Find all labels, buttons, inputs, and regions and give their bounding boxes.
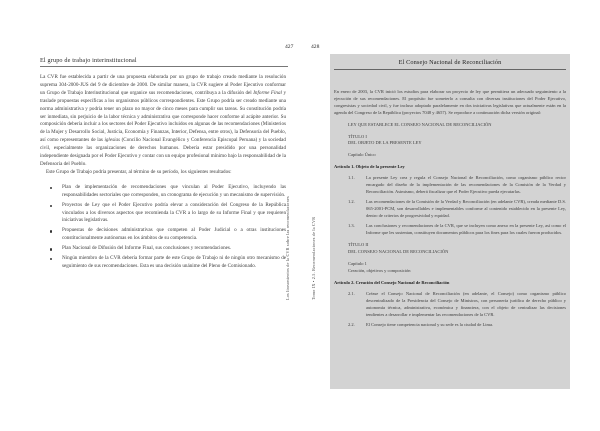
paragraph-intro (40, 74, 286, 169)
item-number: 1.1. (348, 175, 355, 181)
running-head-left: El grupo de trabajo interinstitucional (40, 57, 137, 64)
list-item (40, 245, 286, 253)
list-item-text: Plan Nacional de Difusión del Informe Final, sus conclusiones y recomendaciones. (62, 245, 232, 252)
box-body-text (334, 89, 566, 334)
law-title: LEY QUE ESTABLECE EL CONSEJO NACIONAL DE RECONCILIACIÓN (348, 121, 492, 127)
running-head-rule (40, 66, 288, 67)
capitulo-1-name: Creación, objetivos y composición (348, 268, 411, 274)
bullet-icon (50, 248, 52, 250)
list-item (334, 223, 566, 237)
articulo-2-list (334, 291, 566, 329)
page-number-right: 428 (311, 44, 320, 50)
bullet-icon (50, 258, 52, 260)
box-title: El Consejo Nacional de Reconciliación (398, 59, 502, 66)
paragraph-results: Este Grupo de Trabajo podría presentar, al término de su período, los siguientes resultados: (46, 168, 232, 175)
page-number-left: 427 (285, 44, 294, 50)
item-number: 1.3. (348, 222, 355, 228)
list-item (334, 199, 566, 220)
item-text: El Consejo tiene competencia nacional y su sede es la ciudad de Lima. (366, 321, 494, 327)
bullet-icon (50, 205, 52, 207)
vertical-caption-right-text: Tomo IX • 2.5. Recomendaciones de la CVR (311, 216, 316, 300)
titulo-2-name: DEL CONSEJO NACIONAL DE RECONCILIACIÓN (348, 249, 449, 255)
list-item (334, 322, 566, 329)
item-number: 1.2. (348, 198, 355, 204)
list-item (40, 202, 286, 226)
list-item-text: Propuestas de decisiones administrativas que competen al Poder Judicial o a otras instituciones constitucionalmente autónomas en los ámbitos de su competencia. (62, 227, 286, 242)
articulo-2-heading: Artículo 2. Creación del Consejo Nacional de Reconciliación (334, 280, 450, 286)
articulo-1-heading: Artículo 1. Objeto de la presente Ley (334, 164, 405, 170)
box-intro: En enero de 2003, la CVR inició los estudios para elaborar un proyecto de ley que permitiera un adecuado seguimiento a la ejecución de sus recomendaciones. El propósito fue someterlo a consulta con diversas instituciones del Poder Ejecutivo, congresistas y sociedad civil, y fue incluso adoptado paralelamente en dos iniciativas legislativas que actualmente están en la agenda del Congreso de la República (proyectos 7048 y 4657). Se reproduce a continuación dicha versión original: (334, 89, 566, 115)
item-text: Las recomendaciones de la Comisión de la Verdad y Reconciliación (en adelante CVR), creada mediante D.S. 065-2001-PCM, son desarrollables e implementables conforme al contenido establecido en la presente Ley, dentro de criterios de progresividad y equidad. (366, 198, 566, 218)
vertical-caption-left-text: Los lineamientos de la CVR sobre las recomendaciones (285, 196, 290, 300)
item-text: La presente Ley crea y regula el Consejo Nacional de Reconciliación, como organismo público rector encargado del diseño de la implementación de las recomendaciones de la Comisión de la Verdad y Reconciliación. Asimismo, deberá fiscalizar que el Poder Ejecutivo pueda ejecutarlas. (366, 175, 566, 194)
informe-final-italic: Informe Final (253, 89, 282, 96)
box-title-rule (334, 69, 566, 70)
list-item (334, 175, 566, 196)
list-item-text: Plan de implementación de recomendaciones que vinculan al Poder Ejecutivo, incluyendo las responsabilidades sectoriales que corresponden, un cronograma de ejecución y un mecanismo de supervisión. (62, 183, 286, 198)
articulo-1-list (334, 175, 566, 236)
iglesias-italic: iglesias (104, 137, 121, 144)
titulo-1-name: DEL OBJETO DE LA PRESENTE LEY (348, 140, 422, 146)
list-item (334, 291, 566, 319)
titulo-2: TÍTULO II (348, 242, 369, 248)
bullet-icon (50, 187, 52, 189)
item-text: Las conclusiones y recomendaciones de la CVR, que se incluyen como anexo en la presente Ley, así como el Informe que les sustentan, constituyen documentos públicos para los fines para los cuales fueron producidos. (366, 222, 566, 235)
bullet-icon (50, 230, 52, 232)
vertical-caption-left (285, 60, 295, 300)
paragraph-intro-part2: y traslade propuestas específicas a los organismos públicos correspondientes. Este Grupo podría ser creado mediante una norma administrativa y podría tener un plazo no mayor de cinco meses para cumplir sus tareas. Su constitución podría ser inmediata, sin perjuicio de la labor técnica y administrativa que corresponde hacer conforme al acápite anterior. Su composición debería incluir a los sectores del Poder Ejecutivo incluidos en algunas de las recomendaciones (Ministerios de la Mujer y Desarrollo Social, Justicia, Economía y Finanzas, Interior, Defensa, entre otros), la Defensoría del Pueblo, así como representantes de las (40, 89, 287, 144)
paragraph-intro-part3: (Concilio Nacional Evangélico y Conferencia Episcopal Peruana) y la sociedad civil, especialmente las organizaciones de derechos humanos. Debería estar presidido por una personalidad independiente designada por el Poder Ejecutivo y contar con un equipo profesional mínimo bajo la responsabilidad de la Defensoría del Pueblo. (40, 137, 286, 167)
list-item (40, 227, 286, 243)
paragraph-intro-part1: La CVR fue establecida a partir de una propuesta elaborada por un grupo de trabajo creado mediante la resolución suprema 304-2000-JUS del 9 de diciembre de 2000. De similar manera, la CVR sugiere al Poder Ejecutivo conformar un Grupo de Trabajo Interinstitucional que organice sus recomendaciones, contribuya a la difusión del (40, 74, 286, 96)
list-item-text: Ningún miembro de la CVR debería formar parte de este Grupo de Trabajo ni de ningún otro mecanismo de seguimiento de sus recomendaciones. Esta es una decisión unánime del Pleno de Comisionado. (62, 255, 286, 269)
capitulo-1: Capítulo 1 (348, 261, 367, 267)
item-number: 2.1. (348, 290, 355, 296)
titulo-1: TÍTULO I (348, 133, 367, 139)
capitulo-unico: Capítulo Único (348, 152, 376, 158)
list-item (40, 184, 286, 200)
results-list (40, 184, 286, 271)
left-body-text (40, 74, 286, 273)
list-item (40, 255, 286, 271)
list-item-text: Proyectos de Ley que el Poder Ejecutivo podría elevar a consideración del Congreso de la República vinculados a los diversos aspectos que recomienda la CVR a lo largo de su Informe Final y que requieren iniciativas legislativas. (62, 201, 286, 224)
item-number: 2.2. (348, 321, 355, 327)
item-text: Créase el Consejo Nacional de Reconciliación (en adelante, el Consejo) como organismo público descentralizado de la Presidencia del Consejo de Ministros, con personería jurídica de derecho público y autonomía técnica, administrativa, económica y financiera, con el objeto de centralizar las decisiones tendientes a desarrollar e implementar las recomendaciones de la CVR. (366, 290, 566, 317)
